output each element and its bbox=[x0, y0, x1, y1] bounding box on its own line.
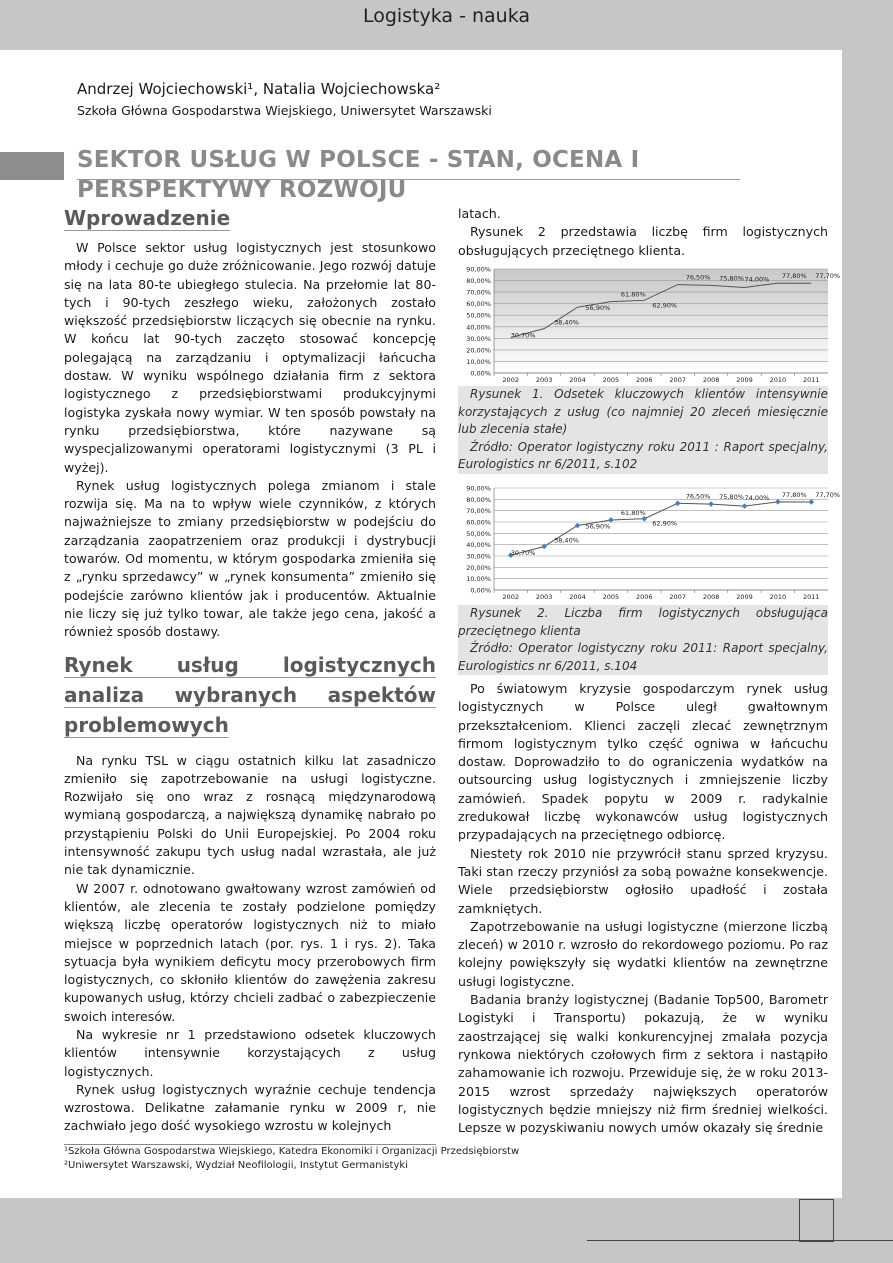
paragraph: W Polsce sektor usług logistycznych jest stosunkowo młody i cechuje go duże zróżnicowanie. Jego rozwój datuje się na lata 80-te ubiegłego stulecia. Na przełomie lat 80-tych i 90-tych zeszłego wieku, założonych zostało większość przedsiębiorstw liczących się obecnie na rynku. W końcu lat 90-tych zaczęto stosować koncepcję polegającą na zarządzaniu i optymalizacji łańcucha dostaw. W wyniku wspólnego działania firm z sektora logistycznego z przedsiębiorstwami produkcyjnymi logistyka zyskała nowy wymiar. W ten sposób powstały na rynku przedsiębiorstwa, które nazywane są wyspecjalizowanymi operatorami logistycznymi (3 PL i wyżej). bbox=[64, 240, 436, 475]
authors: Andrzej Wojciechowski¹, Natalia Wojciechowska² bbox=[77, 80, 441, 98]
journal-title: Logistyka - nauka bbox=[362, 5, 531, 27]
data-label: 77,80% bbox=[781, 490, 807, 499]
chart-2-svg bbox=[458, 482, 841, 602]
affiliation: Szkoła Główna Gospodarstwa Wiejskiego, Uniwersytet Warszawski bbox=[77, 103, 492, 118]
chart-1-svg bbox=[458, 263, 841, 385]
left-column bbox=[64, 203, 436, 1136]
right-column-top bbox=[458, 205, 828, 260]
chart-1 bbox=[458, 263, 841, 385]
y-tick-label: 60,00% bbox=[466, 300, 491, 309]
paragraph: Na rynku TSL w ciągu ostatnich kilku lat zasadniczo zmieniło się zapotrzebowanie na usługi logistyczne. Rozwijało się ono wraz z rosnącą międzynarodową wymianą gospodarczą, a największą dynamikę nabrało po przystąpieniu Polski do Unii Europejskiej. Po 2004 roku intensywność zakupu tych usług nadal wzrastała, ale już nie tak dynamicznie. bbox=[64, 752, 436, 878]
footnotes bbox=[64, 1145, 519, 1173]
data-label: 38,40% bbox=[554, 318, 579, 327]
x-tick-label: 2005 bbox=[602, 593, 620, 601]
x-tick-label: 2003 bbox=[535, 376, 553, 384]
y-tick-label: 20,00% bbox=[466, 346, 491, 355]
y-tick-label: 20,00% bbox=[466, 563, 491, 572]
x-tick-label: 2008 bbox=[702, 593, 720, 601]
data-label: 75,80% bbox=[719, 274, 744, 283]
y-tick-label: 0,00% bbox=[470, 586, 491, 595]
data-label: 56,90% bbox=[585, 304, 611, 313]
paragraph: Na wykresie nr 1 przedstawiono odsetek kluczowych klientów intensywnie korzystających z usług logistycznych. bbox=[64, 1026, 436, 1079]
x-tick-label: 2010 bbox=[769, 376, 787, 384]
data-point bbox=[675, 501, 681, 507]
data-point bbox=[575, 523, 581, 529]
y-tick-label: 60,00% bbox=[466, 518, 491, 527]
figure-1-source: Źródło: Operator logistyczny roku 2011 : Raport specjalny, Eurologistics nr 6/2011, s.102 bbox=[458, 439, 828, 471]
data-label: 56,90% bbox=[585, 522, 611, 531]
plot-area bbox=[494, 269, 828, 373]
y-tick-label: 0,00% bbox=[470, 369, 491, 378]
x-tick-label: 2006 bbox=[636, 593, 653, 601]
paragraph: Rynek usług logistycznych polega zmianom i stale rozwija się. Ma na to wpływ wiele czynników, z których najważniejsze to zmiany przedsiębiorstw w podejściu do zarządzania zaopatrzeniem oraz produkcji i dystrybucji towarów. Od momentu, w którym gospodarka zmieniła się z „rynku sprzedawcy” w „rynek konsumenta” zmieniło się podejście zarówno klientów jak i producentów. Aktualnie nie liczy się już tylko towar, ale także jego cena, jakość a również sposób dostawy. bbox=[64, 477, 436, 640]
data-label: 77,70% bbox=[815, 272, 841, 281]
paragraph: Niestety rok 2010 nie przywrócił stanu sprzed kryzysu. Taki stan rzeczy przyniósł za sobą poważne konsekwencje. Wiele przedsiębiorstw ogłosiło upadłość i została zamkniętych. bbox=[458, 845, 828, 916]
y-tick-label: 30,00% bbox=[466, 552, 491, 561]
data-label: 62,90% bbox=[652, 519, 678, 528]
title-accent-bar bbox=[0, 152, 64, 180]
y-tick-label: 10,00% bbox=[466, 575, 491, 584]
heading-market: Rynek usług logistycznych analiza wybranych aspektów problemowych bbox=[64, 652, 436, 737]
data-label: 30,70% bbox=[510, 549, 536, 558]
x-tick-label: 2006 bbox=[636, 376, 653, 384]
footnote-1: ¹Szkoła Główna Gospodarstwa Wiejskiego, Katedra Ekonomiki i Organizacji Przedsiębiorstw bbox=[64, 1146, 520, 1157]
data-label: 30,70% bbox=[510, 331, 536, 340]
data-label: 61,80% bbox=[620, 508, 646, 517]
page-number-box bbox=[799, 1199, 834, 1242]
caption-1 bbox=[458, 386, 828, 474]
x-tick-label: 2009 bbox=[736, 376, 753, 384]
y-tick-label: 30,00% bbox=[466, 334, 491, 343]
x-tick-label: 2007 bbox=[669, 376, 686, 384]
y-tick-label: 80,00% bbox=[466, 277, 491, 286]
data-label: 77,80% bbox=[781, 272, 807, 281]
title-rule bbox=[77, 179, 740, 180]
x-tick-label: 2008 bbox=[702, 376, 720, 384]
paragraph: Rynek usług logistycznych wyraźnie cechuje tendencja wzrostowa. Delikatne załamanie rynku w 2009 r, nie zachwiało jego dość wysokiego wzrostu w kolejnych bbox=[64, 1081, 436, 1134]
x-tick-label: 2003 bbox=[535, 593, 553, 601]
x-tick-label: 2004 bbox=[569, 376, 586, 384]
chart-2 bbox=[458, 482, 841, 602]
footnote-2: ²Uniwersytet Warszawski, Wydział Neofilologii, Instytut Germanistyki bbox=[64, 1160, 408, 1171]
x-tick-label: 2009 bbox=[736, 593, 753, 601]
data-label: 61,80% bbox=[620, 290, 646, 299]
data-label: 74,00% bbox=[744, 494, 770, 503]
figure-1-caption: Rysunek 1. Odsetek kluczowych klientów intensywnie korzystających z usług (co najmniej 20 zleceń miesięcznie lub zlecenia stałe) bbox=[458, 387, 828, 436]
paragraph: Badania branży logistycznej (Badanie Top500, Barometr Logistyki i Transportu) pokazują, że w wyniku zaostrzającej się walki konkurencyjnej zmalała pozycja rynkowa niektórych czołowych firm z sektora i nastąpiło zahamowanie ich rozwoju. Przewiduje się, że w roku 2013-2015 wzrost sprzedaży największych operatorów logistycznych będzie mniejszy niż firm średniej wielkości. Lepsze w pozyskiwaniu nowych umów okazały się średnie bbox=[458, 992, 828, 1136]
x-tick-label: 2007 bbox=[669, 593, 686, 601]
x-tick-label: 2011 bbox=[803, 593, 820, 601]
data-label: 75,80% bbox=[719, 493, 744, 502]
figure-2-source: Źródło: Operator logistyczny roku 2011: Raport specjalny, Eurologistics nr 6/2011, s.104 bbox=[458, 641, 828, 673]
paragraph: latach. bbox=[458, 206, 501, 221]
data-label: 74,00% bbox=[744, 275, 770, 284]
x-tick-label: 2002 bbox=[502, 376, 519, 384]
y-tick-label: 70,00% bbox=[466, 288, 491, 297]
series-line bbox=[510, 502, 812, 558]
x-tick-label: 2002 bbox=[502, 593, 519, 601]
data-point bbox=[742, 503, 748, 509]
x-tick-label: 2005 bbox=[602, 376, 620, 384]
data-label: 38,40% bbox=[554, 536, 579, 545]
y-tick-label: 40,00% bbox=[466, 541, 491, 550]
y-tick-label: 90,00% bbox=[466, 484, 491, 493]
y-tick-label: 80,00% bbox=[466, 495, 491, 504]
y-tick-label: 90,00% bbox=[466, 265, 491, 274]
paragraph: W 2007 r. odnotowano gwałtowany wzrost zamówień od klientów, ale zlecenia te zostały podzielone pomiędzy większą liczbę operatorów logistycznych niż to miało miejsce w poprzednich latach (por. rys. 1 i rys. 2). Taka sytuacja była wynikiem deficytu mocy przerobowych firm logistycznych, co skłoniło klientów do zawężenia zakresu kupowanych usług, którzy chcieli zadbać o zabezpieczenie swoich interesów. bbox=[64, 880, 436, 1024]
x-tick-label: 2011 bbox=[803, 376, 820, 384]
data-label: 76,50% bbox=[685, 492, 711, 501]
data-point bbox=[708, 501, 714, 507]
page-number-rule bbox=[587, 1240, 893, 1241]
y-tick-label: 50,00% bbox=[466, 529, 491, 538]
y-tick-label: 70,00% bbox=[466, 507, 491, 516]
data-label: 76,50% bbox=[685, 273, 711, 282]
caption-2 bbox=[458, 605, 828, 675]
paragraph: Rysunek 2 przedstawia liczbę firm logistycznych obsługujących przeciętnego klienta. bbox=[458, 224, 828, 258]
y-tick-label: 40,00% bbox=[466, 323, 491, 332]
x-tick-label: 2004 bbox=[569, 593, 586, 601]
article-title: SEKTOR USŁUG W POLSCE - STAN, OCENA I PERSPEKTYWY ROZWOJU bbox=[77, 147, 640, 203]
paragraph: Zapotrzebowanie na usługi logistyczne (mierzone liczbą zleceń) w 2010 r. wzrosło do rekordowego poziomu. Po raz kolejny powiększyły się wydatki klientów na zewnętrzne usługi logistyczne. bbox=[458, 918, 828, 989]
right-column-bottom bbox=[458, 680, 828, 1137]
figure-2-caption: Rysunek 2. Liczba firm logistycznych obsługująca przeciętnego klienta bbox=[458, 606, 828, 638]
data-label: 77,70% bbox=[815, 490, 841, 499]
data-point bbox=[775, 499, 781, 505]
paragraph: Po światowym kryzysie gospodarczym rynek usług logistycznych w Polsce uległ gwałtownym przekształceniom. Klienci zaczęli zlecać zewnętrznym firmom logistycznym tylko część ogniwa w łańcuchu dostaw. Doprowadziło to do ograniczenia wydatków na outsourcing usług logistycznych i zmniejszenie liczby zamówień. Spadek popytu w 2009 r. radykalnie zredukował liczbę wykonawców usług logistycznych przypadających na przeciętnego odbiorcę. bbox=[458, 681, 828, 843]
heading-introduction: Wprowadzenie bbox=[64, 206, 231, 230]
y-tick-label: 50,00% bbox=[466, 311, 491, 320]
y-tick-label: 10,00% bbox=[466, 357, 491, 366]
x-tick-label: 2010 bbox=[769, 593, 787, 601]
data-label: 62,90% bbox=[652, 301, 678, 310]
data-point bbox=[809, 499, 815, 505]
